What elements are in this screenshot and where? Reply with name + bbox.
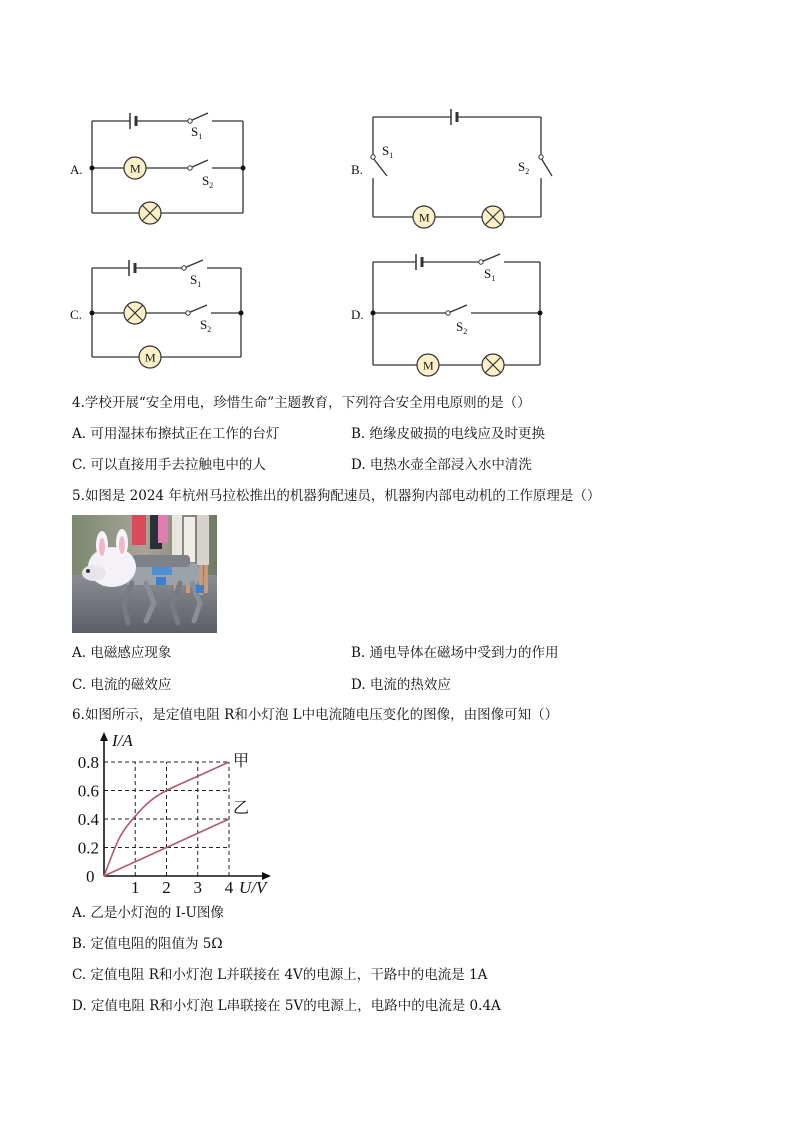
x-tick-label: 1 [131, 878, 140, 897]
chart-grid [104, 762, 229, 876]
circuit-c-s2-label: S [200, 317, 208, 332]
circuit-b-motor-label: M [419, 210, 430, 225]
q4-option-a[interactable]: A. 可用湿抹布擦拭正在工作的台灯 [72, 426, 280, 442]
circuit-a-letter: A. [70, 162, 83, 177]
y-axis-arrow [100, 732, 108, 741]
circuit-b-s2-label: S [518, 159, 526, 174]
circuit-d [373, 254, 540, 365]
circuit-c-motor-label: M [145, 350, 156, 365]
x-tick-label: 3 [193, 878, 202, 897]
circuit-d-s1-label: S [484, 266, 492, 281]
circuit-b-s1-sub: 1 [389, 151, 394, 160]
circuit-d-s2-sub: 2 [463, 327, 468, 336]
q6-option-b[interactable]: B. 定值电阻的阻值为 5Ω [72, 936, 223, 952]
svg-text:S2 [518, 159, 529, 176]
svg-text:S2 [202, 173, 213, 190]
iu-graph [60, 728, 290, 898]
q4-option-d[interactable]: D. 电热水壶全部浸入水中清洗 [351, 457, 532, 473]
circuit-diagrams [0, 0, 794, 385]
y-tick-label: 0.4 [77, 810, 99, 829]
chart-series [104, 752, 249, 876]
q5-option-a[interactable]: A. 电磁感应现象 [72, 645, 172, 661]
q4-option-b[interactable]: B. 绝缘皮破损的电线应及时更换 [351, 426, 546, 442]
svg-text:S2 [200, 317, 211, 334]
svg-text:S1 [382, 143, 393, 160]
x-tick-label: 4 [224, 878, 234, 897]
circuit-a-motor-label: M [130, 161, 141, 176]
y-tick-label: 0.8 [77, 753, 99, 772]
q6-option-d[interactable]: D. 定值电阻 R和小灯泡 L串联接在 5V的电源上，电路中的电流是 0.4A [72, 998, 501, 1014]
chart-y-axis-label: I/A [112, 731, 133, 750]
circuit-c-s1-sub: 1 [197, 280, 202, 289]
q6-stem: 6.如图所示，是定值电阻 R和小灯泡 L中电流随电压变化的图像，由图像可知（） [72, 707, 559, 723]
circuit-b-s1-label: S [382, 143, 390, 158]
q6-option-c[interactable]: C. 定值电阻 R和小灯泡 L并联接在 4V的电源上，干路中的电流是 1A [72, 967, 488, 983]
x-tick-label: 2 [162, 878, 171, 897]
series-label-jia: 甲 [233, 753, 250, 770]
circuit-a-s1-label: S [191, 124, 199, 139]
q4-stem: 4.学校开展“安全用电，珍惜生命”主题教育，下列符合安全用电原则的是（） [72, 395, 531, 411]
circuit-b-s2-sub: 2 [525, 167, 530, 176]
circuit-a-s1-sub: 1 [198, 132, 203, 141]
q5-option-c[interactable]: C. 电流的磁效应 [72, 677, 172, 693]
chart-origin-label: 0 [86, 867, 95, 886]
circuit-b-letter: B. [351, 162, 363, 177]
circuit-d-s1-sub: 1 [491, 274, 496, 283]
circuit-c-s1-label: S [190, 272, 198, 287]
circuit-a-s2-sub: 2 [209, 181, 214, 190]
circuit-a [92, 113, 243, 213]
chart-x-axis-label: U/V [239, 878, 267, 897]
circuit-a-s2-label: S [202, 173, 210, 188]
q4-option-c[interactable]: C. 可以直接用手去拉触电中的人 [72, 457, 266, 473]
circuit-c-letter: C. [70, 307, 82, 322]
circuit-c [92, 260, 241, 357]
q5-stem: 5.如图是 2024 年杭州马拉松推出的机器狗配速员，机器狗内部电动机的工作原理是（） [72, 488, 601, 504]
circuit-d-motor-label: M [423, 358, 434, 373]
q5-option-b[interactable]: B. 通电导体在磁场中受到力的作用 [351, 645, 559, 661]
svg-text:S1 [191, 124, 202, 141]
svg-text:S1 [484, 266, 495, 283]
q6-option-a[interactable]: A. 乙是小灯泡的 I-U图像 [72, 905, 224, 921]
circuit-d-s2-label: S [456, 319, 464, 334]
circuit-d-letter: D. [351, 307, 364, 322]
svg-text:S2 [456, 319, 467, 336]
q5-option-d[interactable]: D. 电流的热效应 [351, 677, 451, 693]
robot-dog-photo [72, 515, 217, 633]
svg-text:S1 [190, 272, 201, 289]
y-tick-label: 0.6 [77, 781, 99, 801]
circuit-c-s2-sub: 2 [207, 325, 212, 334]
y-tick-label: 0.2 [77, 838, 99, 858]
series-label-yi: 乙 [233, 800, 250, 817]
